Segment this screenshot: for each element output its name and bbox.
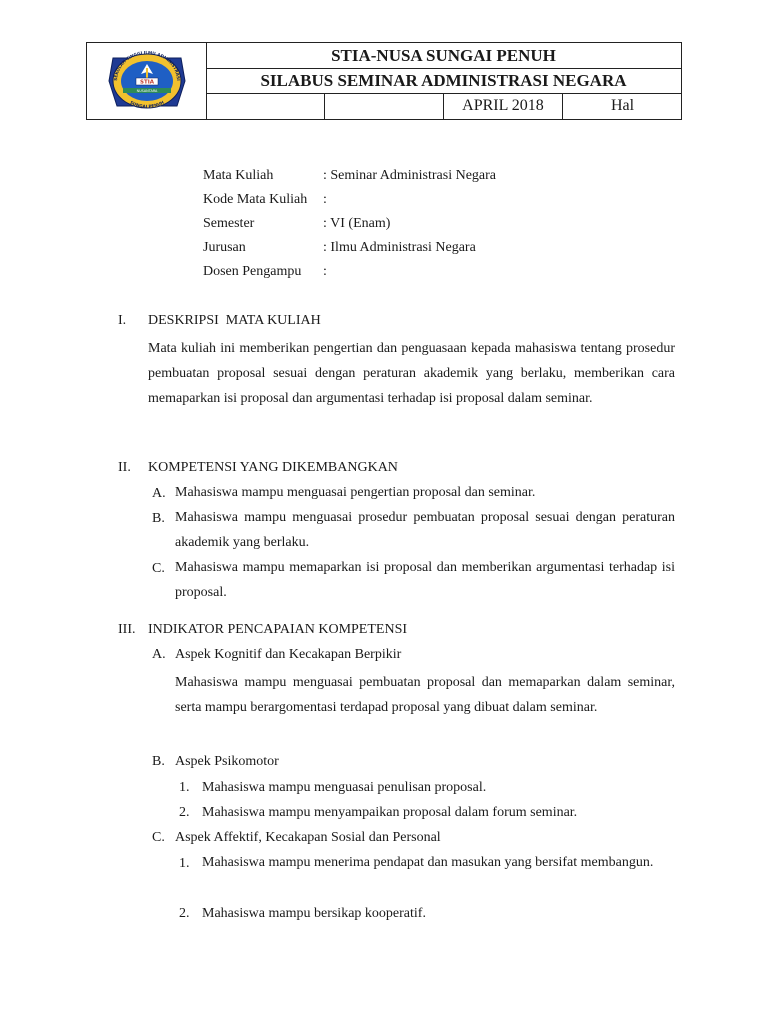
header-page-label: Hal: [610, 97, 635, 114]
header-title-line-2: SILABUS SEMINAR ADMINISTRASI NEGARA: [206, 68, 681, 94]
section-number: III.: [118, 622, 136, 637]
list-item: Mahasiswa mampu menerima pendapat dan masukan yang bersifat membangun.: [202, 855, 654, 870]
section-title: INDIKATOR PENCAPAIAN KOMPETENSI: [148, 622, 408, 637]
list-number: 2.: [179, 906, 190, 921]
logo-cell: [87, 43, 207, 119]
list-item: Mahasiswa mampu menyampaikan proposal dalam forum seminar.: [202, 805, 578, 820]
list-letter: A.: [152, 486, 166, 501]
logo-text-bottom: SUNGAI PENUH: [129, 99, 165, 109]
subsection-title: Aspek Kognitif dan Kecakapan Berpikir: [175, 647, 402, 662]
logo-text-mid: STIA: [139, 79, 155, 86]
info-label: Kode Mata Kuliah: [203, 192, 308, 207]
subsection-title: Aspek Affektif, Kecakapan Sosial dan Personal: [175, 830, 441, 845]
list-number: 2.: [179, 805, 190, 820]
info-value: :: [323, 264, 327, 279]
info-value: : Seminar Administrasi Negara: [323, 168, 497, 183]
header-date: APRIL 2018: [444, 93, 563, 119]
list-item: Mahasiswa mampu menguasai pengertian proposal dan seminar.: [175, 485, 536, 500]
info-label: Dosen Pengampu: [203, 264, 302, 279]
institution-logo: [105, 48, 189, 114]
logo-text-band: NUSANTARA: [136, 88, 158, 93]
header-empty-cell-1: [206, 93, 325, 119]
list-number: 1.: [179, 780, 190, 795]
info-value: :: [323, 192, 327, 207]
subsection-title: Aspek Psikomotor: [175, 754, 279, 769]
subsection-letter: A.: [152, 647, 166, 662]
section-number: I.: [118, 313, 127, 328]
section-number: II.: [118, 460, 131, 475]
logo-text-top: SEKOLAH TINGGI ILMU ADMINISTRASI: [112, 49, 182, 81]
subsection-letter: C.: [152, 830, 165, 845]
list-letter: C.: [152, 561, 165, 576]
list-item: Mahasiswa mampu menguasai penulisan proposal.: [202, 780, 487, 795]
info-value: : Ilmu Administrasi Negara: [323, 240, 476, 255]
section-title: KOMPETENSI YANG DIKEMBANGKAN: [148, 460, 398, 475]
header-meta-row: [206, 93, 681, 119]
section-paragraph: Mata kuliah ini memberikan pengertian dan penguasaan kepada mahasiswa tentang prosedur pembuatan proposal sesuai dengan peraturan akademik yang berlaku, memberikan cara memaparkan isi proposal dan argumentasi terhadap isi proposal dalam seminar.: [148, 341, 675, 406]
list-number: 1.: [179, 856, 190, 871]
subsection-letter: B.: [152, 754, 165, 769]
info-label: Mata Kuliah: [203, 168, 274, 183]
list-item: Mahasiswa mampu bersikap kooperatif.: [202, 906, 426, 921]
info-label: Jurusan: [203, 240, 246, 255]
section-title: DESKRIPSI MATA KULIAH: [148, 313, 321, 328]
info-label: Semester: [203, 216, 255, 231]
document-header-table: [86, 42, 682, 120]
header-title-line-1: STIA-NUSA SUNGAI PENUH: [206, 43, 681, 69]
info-value: : VI (Enam): [323, 216, 391, 231]
list-letter: B.: [152, 511, 165, 526]
header-empty-cell-2: [325, 93, 444, 119]
list-item: Mahasiswa mampu menguasai prosedur pembuatan proposal sesuai dengan peraturan akademik yang berlaku.: [175, 510, 675, 550]
list-item: Mahasiswa mampu memaparkan isi proposal dan memberikan argumentasi terhadap isi proposal.: [175, 560, 675, 600]
subsection-paragraph: Mahasiswa mampu menguasai pembuatan proposal dan memaparkan dalam seminar, serta mampu berargomentasi terdapad proposal yang dibuat dalam seminar.: [175, 675, 675, 715]
